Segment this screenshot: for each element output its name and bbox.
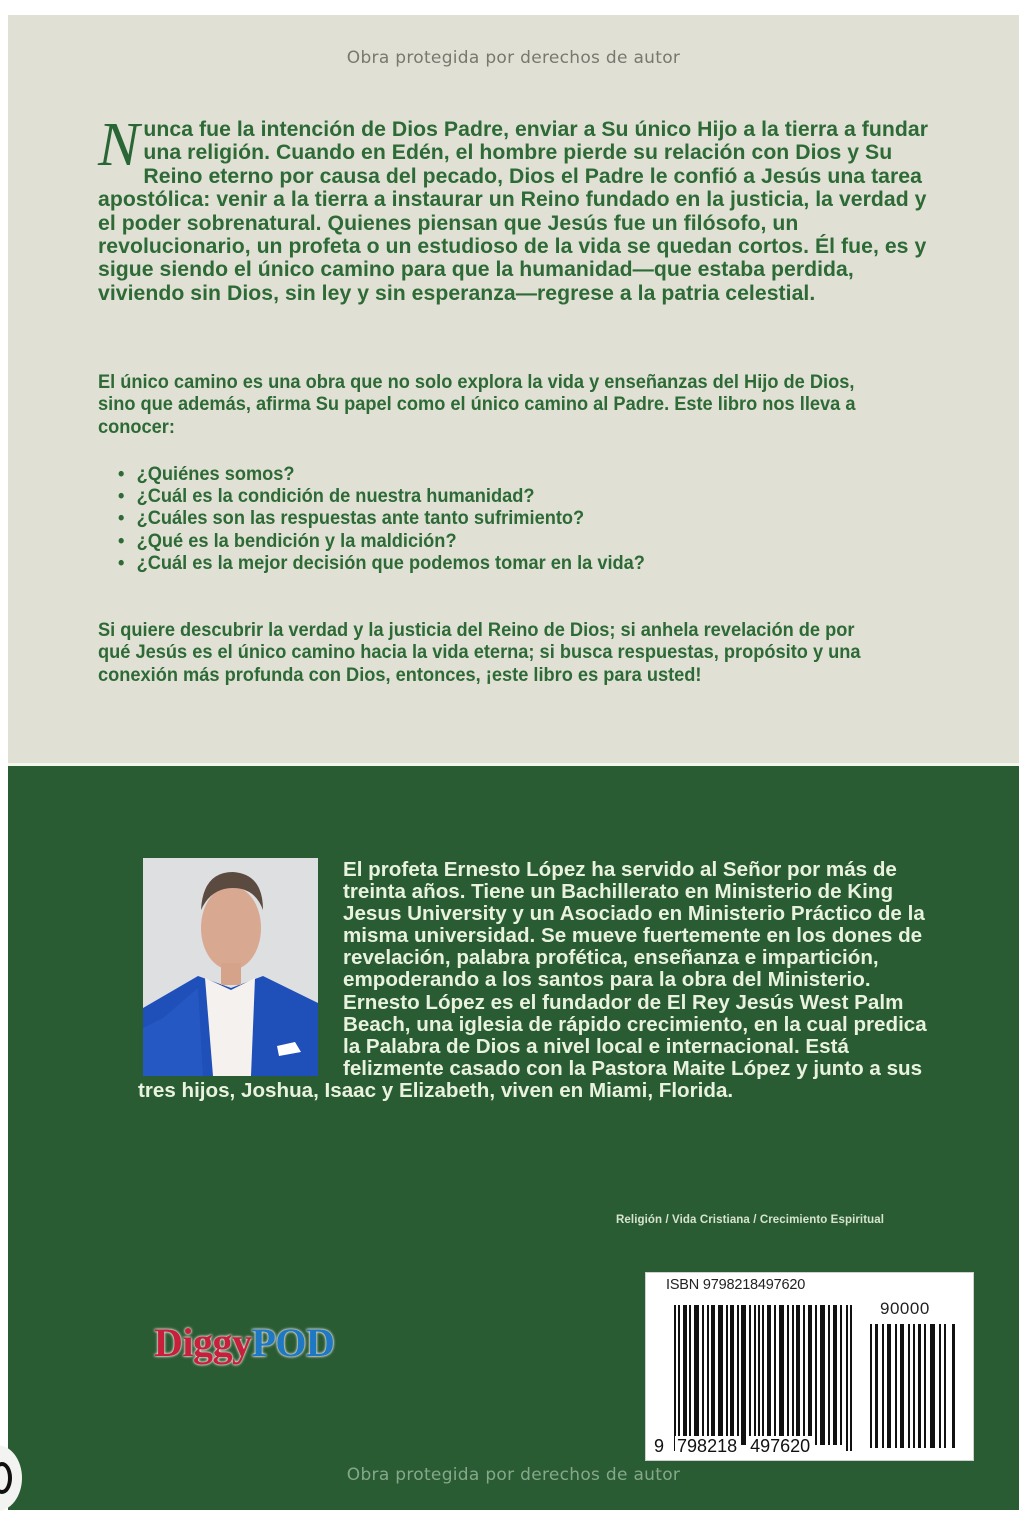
closing-paragraph: Si quiere descubrir la verdad y la justicia del Reino de Dios; si anhela revelación de por qué Jesús es el único camino hacia la vida eterna; si busca respuestas, propósito y una conexión más profunda con Dios, entonces, ¡este libro es para usted!: [98, 619, 861, 686]
isbn-barcode: [645, 1272, 974, 1461]
bullet-icon: •: [118, 507, 125, 530]
barcode-bars-icon: [674, 1305, 852, 1451]
copyright-watermark-top: Obra protegida por derechos de autor: [346, 48, 681, 68]
photo-spacer: [138, 859, 343, 1074]
bullet-icon: •: [118, 485, 125, 508]
addon-barcode-bars-icon: [870, 1324, 957, 1448]
author-bio: [138, 859, 938, 1102]
summary-paragraph: El único camino es una obra que no solo explora la vida y enseñanzas del Hijo de Dios, sino que además, afirma Su papel como el único camino al Padre. Este libro nos lleva a conocer:: [98, 371, 856, 438]
intro-paragraph: [98, 111, 929, 305]
list-item: • ¿Quiénes somos?: [118, 463, 295, 485]
author-bio-text: El profeta Ernesto López ha servido al Señor por más de treinta años. Tiene un Bachillerato en Ministerio de King Jesus University y un Asociado en Ministerio Práctico de la misma universidad. Se mueve fuertemente en los dones de revelación, palabra profética, enseñanza e impartición, empoderando a los santos para la obra del Ministerio. Ernesto López es el fundador de El Rey Jesús West Palm Beach, una iglesia de rápido crecimiento, en la cual predica la Palabra de Dios a nivel local e internacional. Está felizmente casado con la Pastora Maite López y junto a sus tres hijos, Joshua, Isaac y Elizabeth, viven en Miami, Florida.: [138, 858, 927, 1102]
list-item: • ¿Qué es la bendición y la maldición?: [118, 529, 457, 552]
bullet-icon: •: [118, 529, 125, 552]
list-item: • ¿Cuál es la mejor decisión que podemos tomar en la vida?: [118, 551, 645, 574]
isbn-label: ISBN 9798218497620: [666, 1277, 806, 1293]
book-back-cover: [8, 15, 1019, 1510]
list-item: • ¿Cuáles son las respuestas ante tanto sufrimiento?: [118, 507, 585, 530]
publisher-logo: [154, 1319, 334, 1366]
price-addon-number: 90000: [880, 1299, 930, 1318]
drop-cap: N: [98, 111, 140, 179]
publisher-logo-pod: POD: [251, 1320, 335, 1365]
barcode-digits: 9 798218 497620: [654, 1436, 811, 1456]
publisher-logo-diggy: Diggy: [154, 1320, 252, 1365]
bullet-icon: •: [118, 551, 125, 574]
bullet-icon: •: [118, 463, 125, 485]
copyright-watermark-bottom: Obra protegida por derechos de autor: [346, 1465, 681, 1485]
intro-text: unca fue la intención de Dios Padre, enviar a Su único Hijo a la tierra a fundar una religión. Cuando en Edén, el hombre pierde su relación con Dios y Su Reino eterno por causa del pecado, Dios el Padre le confió a Jesús una tarea apostólica: venir a la tierra a instaurar un Reino fundado en la justicia, la verdad y el poder sobrenatural. Quienes piensan que Jesús fue un filósofo, un revolucionario, un profeta o un estudioso de la vida se quedan cortos. Él fue, es y sigue siendo el único camino para que la humanidad—que estaba perdida, viviendo sin Dios, sin ley y sin esperanza—regrese a la patria celestial.: [98, 118, 929, 305]
topics-list: [118, 463, 645, 574]
list-item: • ¿Cuál es la condición de nuestra humanidad?: [118, 485, 535, 508]
genre-category: Religión / Vida Cristiana / Crecimiento Espiritual: [616, 1214, 885, 1226]
